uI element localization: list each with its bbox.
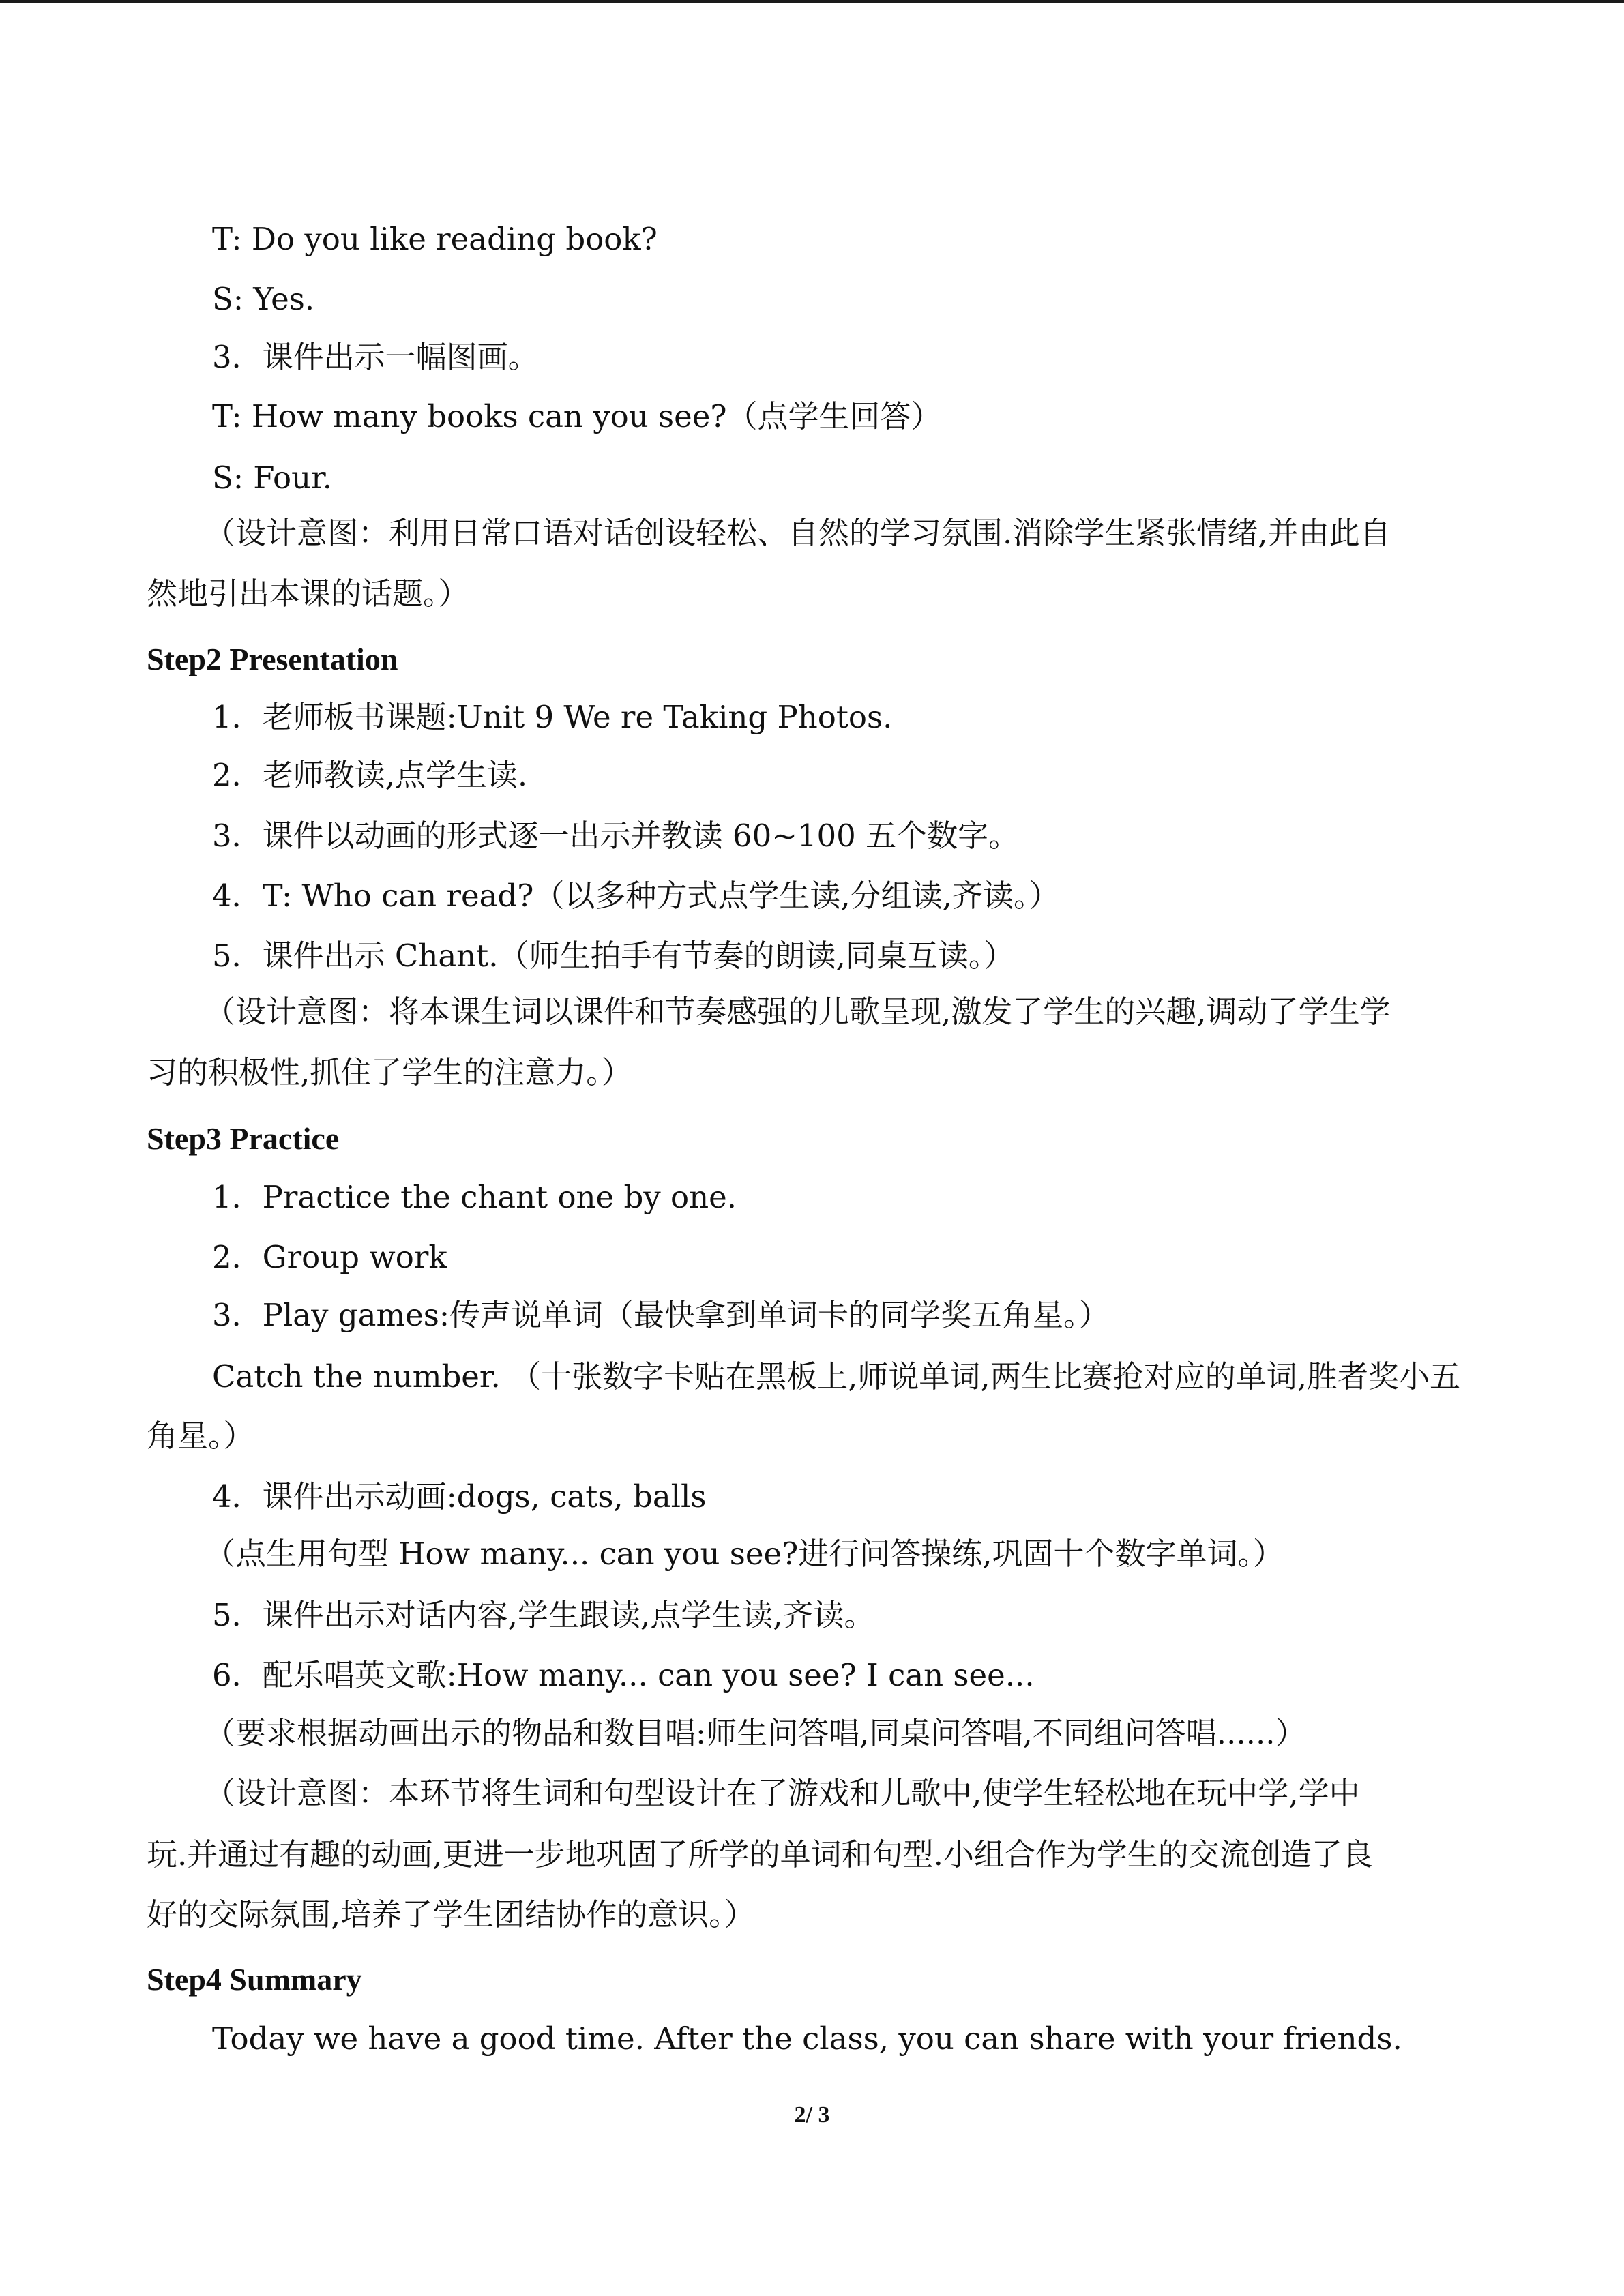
list-item: 2．Group work: [212, 1239, 447, 1275]
list-item: 4．课件出示动画:dogs, cats, balls: [212, 1478, 707, 1515]
design-intent-text: 然地引出本课的话题。）: [147, 576, 469, 612]
design-intent-text: （设计意图：本环节将生词和句型设计在了游戏和儿歌中,使学生轻松地在玩中学,学中: [205, 1775, 1360, 1811]
list-item: 5．课件出示对话内容,学生跟读,点学生读,齐读。: [212, 1597, 875, 1633]
section-heading: Step2 Presentation: [147, 642, 398, 676]
design-intent-text: 玩.并通过有趣的动画,更进一步地巩固了所学的单词和句型.小组合作为学生的交流创造了良: [147, 1836, 1373, 1873]
list-item: 6．配乐唱英文歌:How many... can you see? I can see...: [212, 1657, 1035, 1693]
design-intent-text: （设计意图：将本课生词以课件和节奏感强的儿歌呈现,激发了学生的兴趣,调动了学生学: [205, 994, 1391, 1030]
dialogue-line: T: Do you like reading book?: [212, 221, 658, 257]
dialogue-line: S: Yes.: [212, 281, 315, 317]
design-intent-text: 好的交际氛围,培养了学生团结协作的意识。）: [147, 1896, 755, 1933]
list-item: 1．Practice the chant one by one.: [212, 1179, 737, 1215]
list-item: 5．课件出示 Chant.（师生拍手有节奏的朗读,同桌互读。）: [212, 938, 1015, 974]
page-number: 2/ 3: [794, 2102, 830, 2128]
paragraph-line: （要求根据动画出示的物品和数目唱:师生问答唱,同桌问答唱,不同组问答唱......）: [205, 1715, 1306, 1751]
design-intent-text: （设计意图：利用日常口语对话创设轻松、自然的学习氛围.消除学生紧张情绪,并由此自: [205, 515, 1391, 551]
list-item: 3．课件出示一幅图画。: [212, 339, 539, 375]
paragraph-line: Catch the number. （十张数字卡贴在黑板上,师说单词,两生比赛抢对应的单词,胜者奖小五: [212, 1358, 1460, 1395]
list-item: 3．课件以动画的形式逐一出示并教读 60~100 五个数字。: [212, 818, 1020, 854]
design-intent-text: 习的积极性,抓住了学生的注意力。）: [147, 1054, 632, 1090]
section-heading: Step3 Practice: [147, 1121, 340, 1156]
dialogue-line: T: How many books can you see?（点学生回答）: [212, 398, 942, 434]
paragraph-line: 角星。）: [147, 1418, 254, 1454]
paragraph-line: （点生用句型 How many... can you see?进行问答操练,巩固十个数字单词。）: [205, 1536, 1284, 1572]
list-item: 4．T: Who can read?（以多种方式点学生读,分组读,齐读。）: [212, 878, 1060, 914]
paragraph-line: Today we have a good time. After the class, you can share with your friends.: [212, 2021, 1402, 2057]
dialogue-line: S: Four.: [212, 460, 333, 496]
list-item: 2．老师教读,点学生读.: [212, 757, 528, 793]
list-item: 3．Play games:传声说单词（最快拿到单词卡的同学奖五角星。）: [212, 1297, 1110, 1333]
section-heading: Step4 Summary: [147, 1962, 362, 1997]
list-item: 1．老师板书课题:Unit 9 We re Taking Photos.: [212, 699, 893, 735]
top-border: [0, 0, 1624, 3]
